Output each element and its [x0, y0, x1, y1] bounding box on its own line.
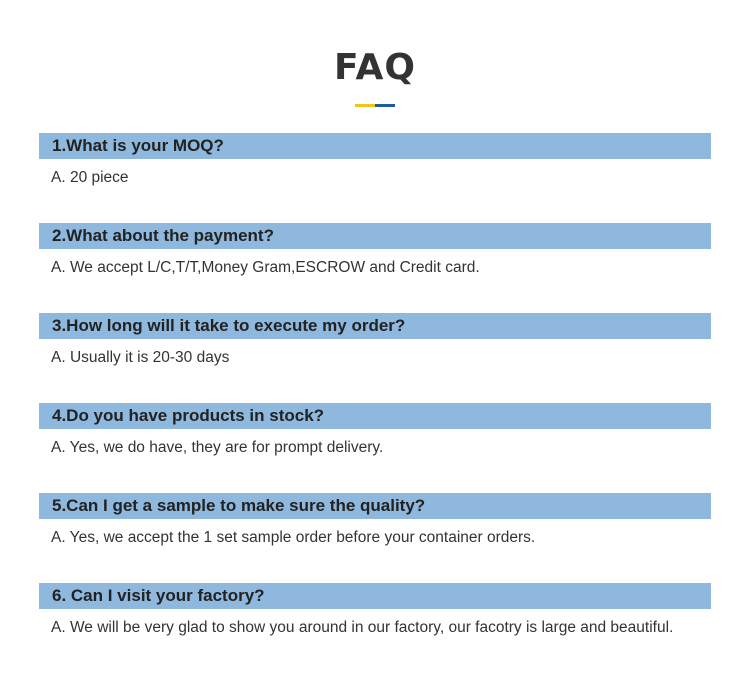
page-title: FAQ	[334, 47, 416, 88]
faq-item-3	[39, 313, 711, 403]
faq-question-5: 5.Can I get a sample to make sure the quality?	[39, 493, 711, 519]
underline-yellow-segment	[355, 104, 375, 107]
faq-item-6	[39, 583, 711, 673]
faq-item-5	[39, 493, 711, 583]
faq-item-2	[39, 223, 711, 313]
faq-answer-1: A. 20 piece	[51, 169, 129, 186]
faq-list	[39, 133, 711, 673]
faq-question-1: 1.What is your MOQ?	[39, 133, 711, 159]
faq-answer-4: A. Yes, we do have, they are for prompt delivery.	[51, 439, 384, 456]
underline-blue-segment	[375, 104, 395, 107]
faq-item-4	[39, 403, 711, 493]
faq-question-6: 6. Can I visit your factory?	[39, 583, 711, 609]
faq-item-1	[39, 133, 711, 223]
faq-answer-3: A. Usually it is 20-30 days	[51, 349, 230, 366]
faq-question-3: 3.How long will it take to execute my order?	[39, 313, 711, 339]
faq-answer-5: A. Yes, we accept the 1 set sample order before your container orders.	[51, 529, 536, 546]
title-underline	[355, 104, 395, 107]
faq-answer-6: A. We will be very glad to show you around in our factory, our facotry is large and beautiful.	[51, 619, 674, 636]
faq-question-4: 4.Do you have products in stock?	[39, 403, 711, 429]
faq-answer-2: A. We accept L/C,T/T,Money Gram,ESCROW and Credit card.	[51, 259, 480, 276]
faq-question-2: 2.What about the payment?	[39, 223, 711, 249]
